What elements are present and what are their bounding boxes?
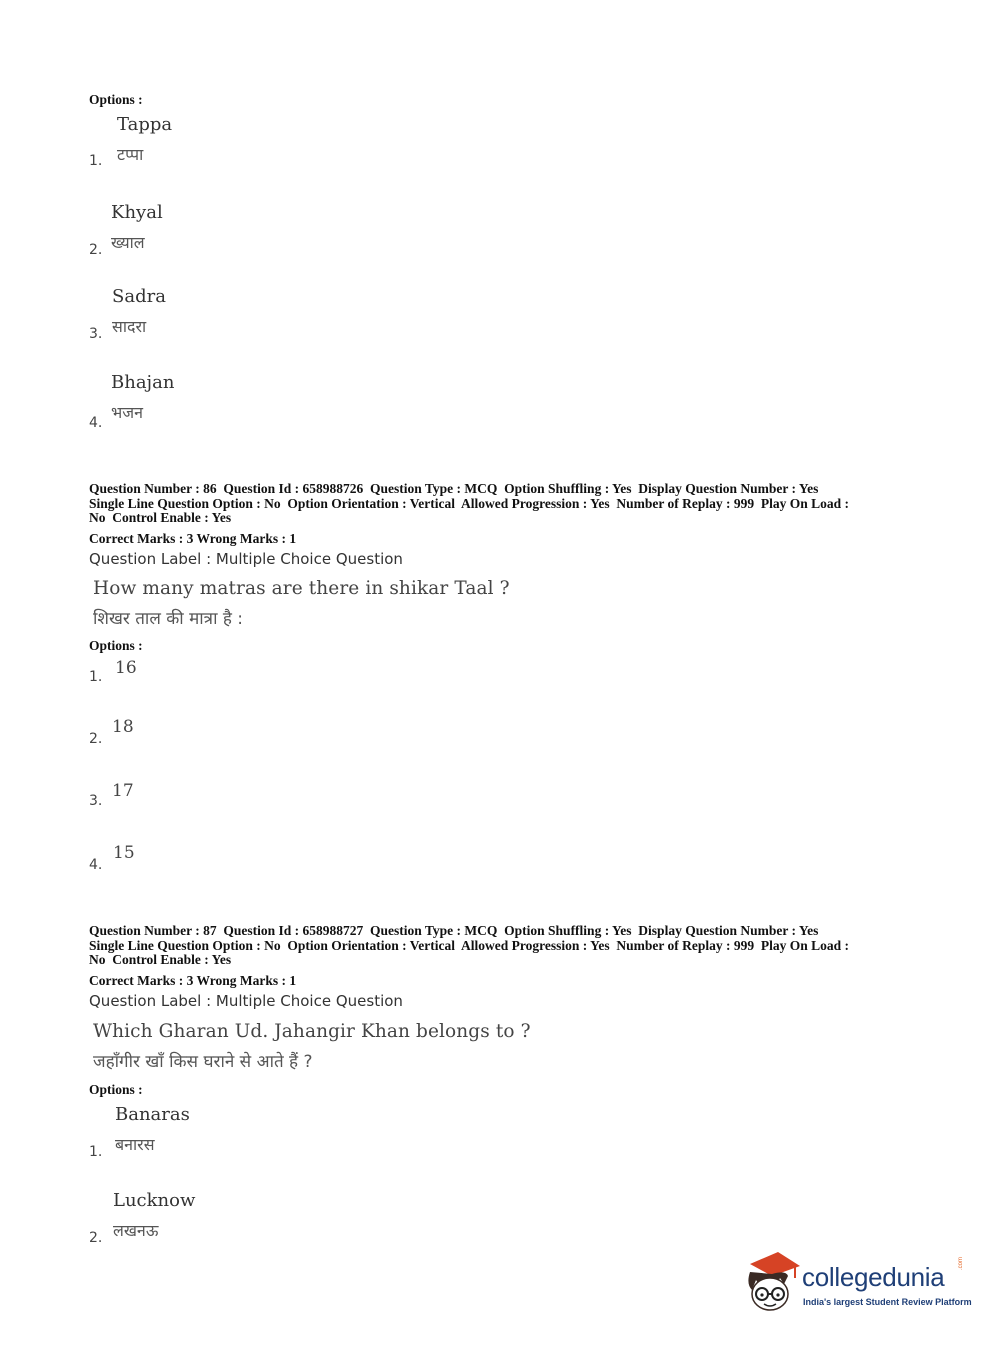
logo-wordmark: collegedunia	[802, 1262, 945, 1292]
option-hindi: टप्पा	[117, 145, 144, 164]
question-label: Question Label : Multiple Choice Question	[89, 992, 403, 1010]
option-english: Banaras	[115, 1104, 190, 1125]
mascot-icon	[742, 1250, 802, 1316]
logo-domain: .com	[958, 1256, 964, 1270]
question-text-hindi: शिखर ताल की मात्रा है :	[93, 609, 244, 629]
collegedunia-logo	[742, 1250, 972, 1320]
question-metadata: Question Number : 87 Question Id : 658988727 Question Type : MCQ Option Shuffling : Yes Display Question Number : Yes Single Line Question Option : No Option Orientation : Vertical Allowed Progression : Yes Number of Replay : 999 Play On Load : No Control Enable : Yes	[89, 923, 850, 968]
question-text-english: Which Gharan Ud. Jahangir Khan belongs to ?	[93, 1021, 531, 1042]
question-label: Question Label : Multiple Choice Question	[89, 550, 403, 568]
option-english: Sadra	[112, 286, 166, 307]
question-metadata: Question Number : 86 Question Id : 658988726 Question Type : MCQ Option Shuffling : Yes Display Question Number : Yes Single Line Question Option : No Option Orientation : Vertical Allowed Progression : Yes Number of Replay : 999 Play On Load : No Control Enable : Yes	[89, 481, 850, 526]
option-value: 18	[112, 717, 134, 737]
option-hindi: सादरा	[112, 317, 147, 336]
question-text-english: How many matras are there in shikar Taal ?	[93, 578, 510, 599]
option-number: 1.	[89, 1144, 103, 1160]
question-marks: Correct Marks : 3 Wrong Marks : 1	[89, 531, 297, 546]
option-number: 4.	[89, 857, 103, 873]
option-number: 1.	[89, 153, 103, 169]
option-english: Bhajan	[111, 372, 175, 393]
option-number: 4.	[89, 415, 103, 431]
option-number: 2.	[89, 1230, 103, 1246]
option-number: 1.	[89, 669, 103, 685]
option-english: Tappa	[117, 114, 173, 135]
option-hindi: लखनऊ	[113, 1221, 159, 1240]
options-heading: Options :	[89, 638, 143, 653]
option-hindi: बनारस	[115, 1135, 155, 1154]
option-number: 2.	[89, 242, 103, 258]
option-hindi: भजन	[111, 403, 144, 422]
option-value: 17	[112, 781, 134, 801]
option-english: Khyal	[111, 202, 163, 223]
logo-tagline: India's largest Student Review Platform	[803, 1297, 972, 1307]
option-number: 3.	[89, 793, 103, 809]
option-value: 15	[113, 843, 135, 863]
options-heading: Options :	[89, 92, 143, 107]
question-marks: Correct Marks : 3 Wrong Marks : 1	[89, 973, 297, 988]
option-number: 3.	[89, 326, 103, 342]
option-english: Lucknow	[113, 1190, 196, 1211]
question-text-hindi: जहाँगीर खाँ किस घराने से आते हैं ?	[93, 1052, 313, 1072]
option-hindi: ख्याल	[111, 233, 145, 252]
options-heading: Options :	[89, 1082, 143, 1097]
option-value: 16	[115, 658, 137, 678]
option-number: 2.	[89, 731, 103, 747]
